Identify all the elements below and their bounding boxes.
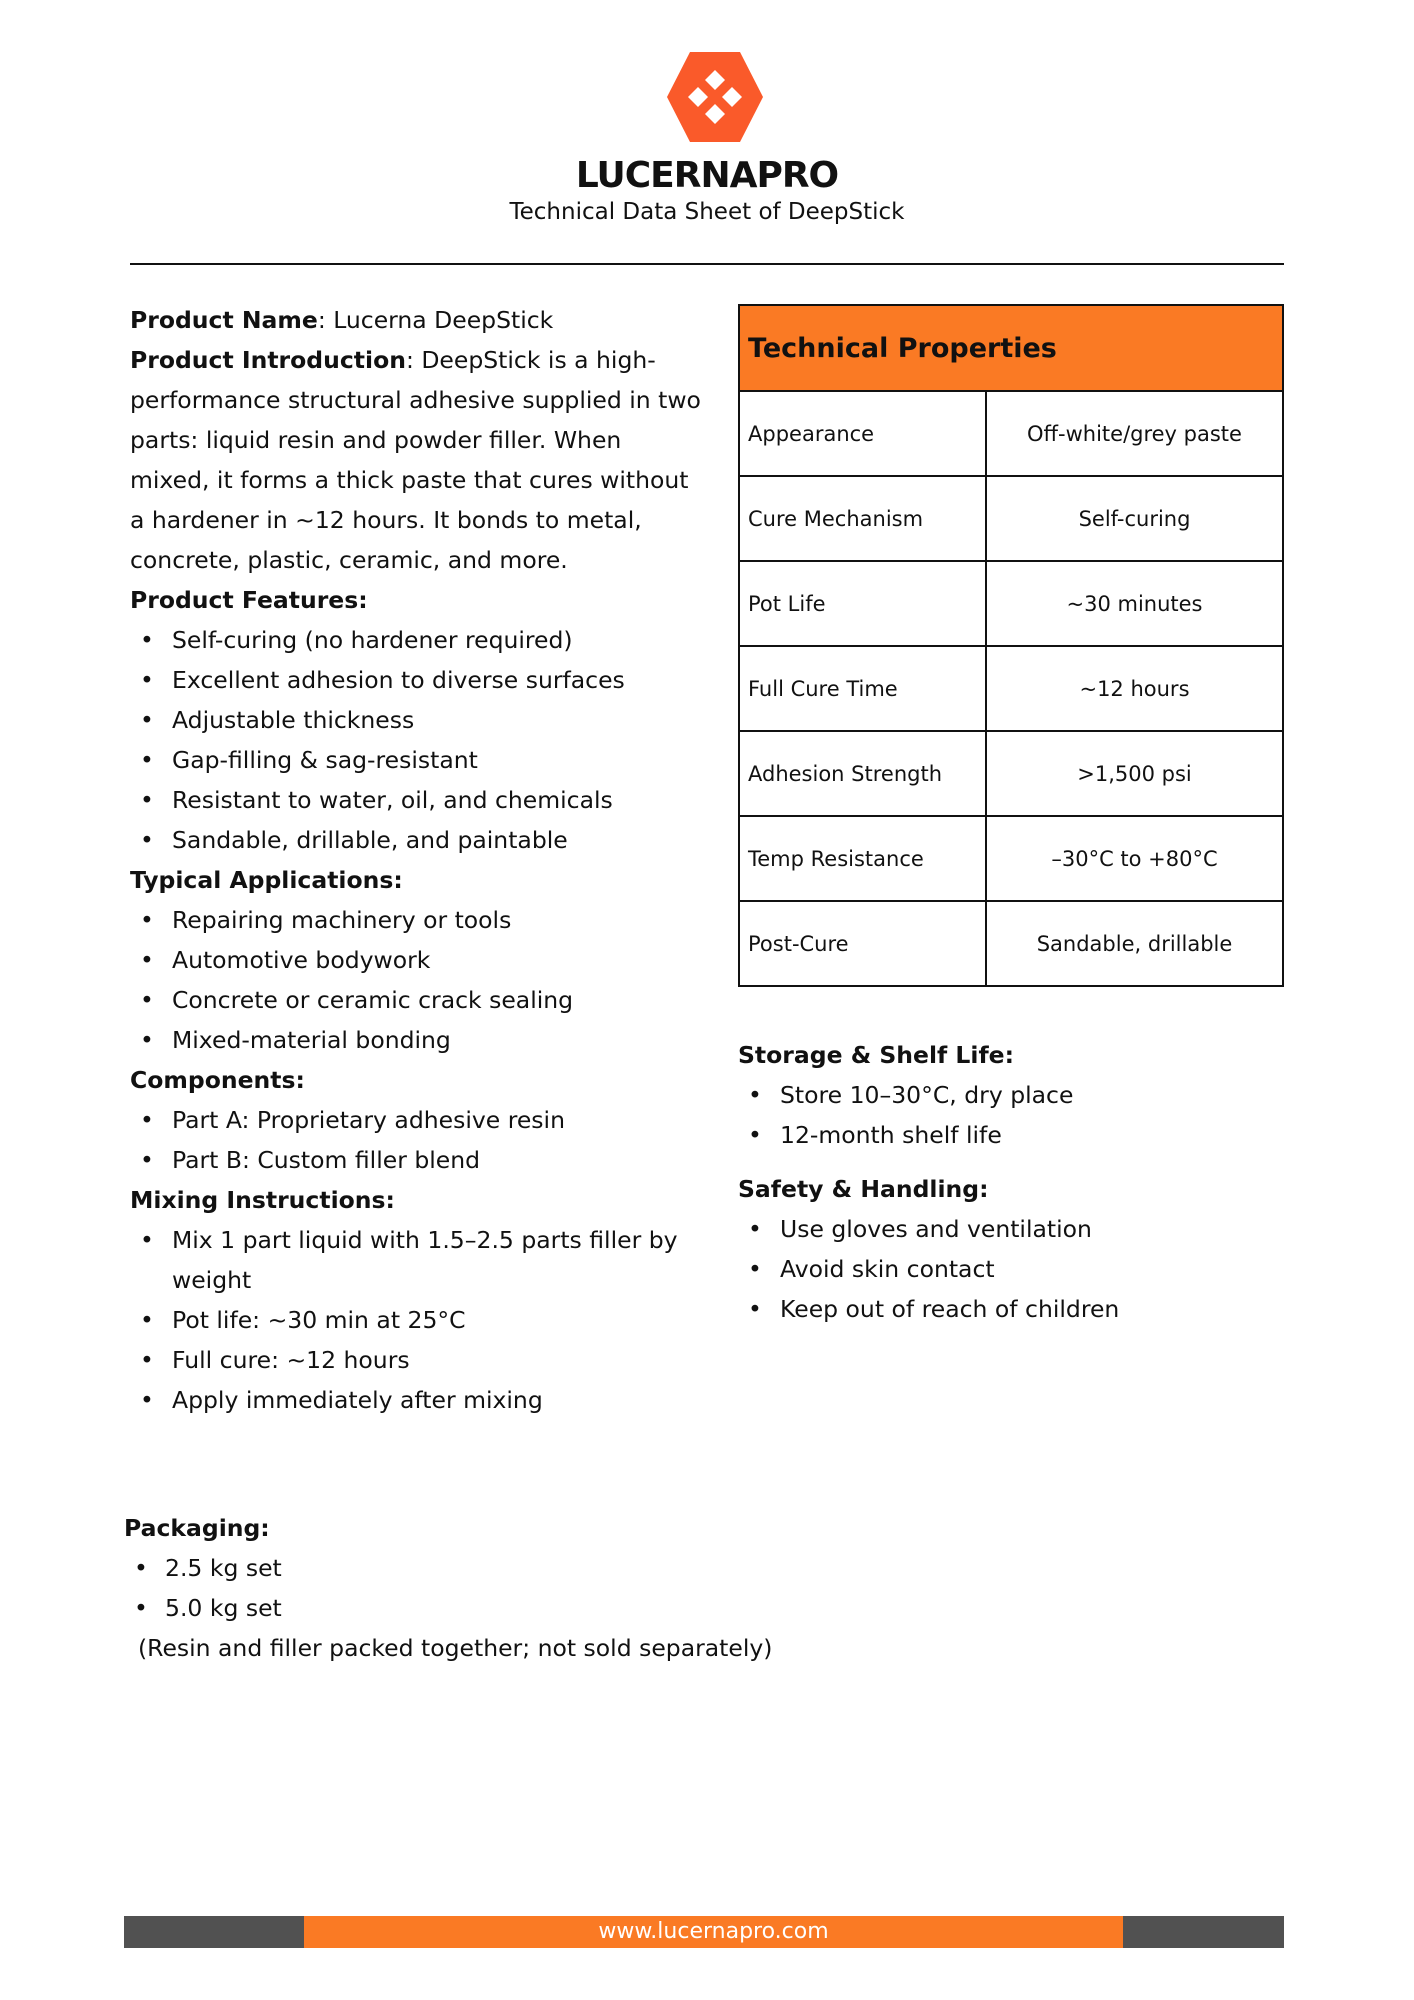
list-item: • Gap-filling & sag-resistant xyxy=(130,740,705,780)
list-item: • Apply immediately after mixing xyxy=(130,1380,705,1420)
property-value: Self-curing xyxy=(986,476,1283,561)
property-name: Post-Cure xyxy=(739,901,986,986)
list-item: • 12-month shelf life xyxy=(738,1115,1284,1155)
storage-title: Storage & Shelf Life: xyxy=(738,1041,1015,1069)
product-name xyxy=(130,300,705,340)
hexagon-cross-logo-icon xyxy=(665,50,765,144)
technical-properties-table xyxy=(738,304,1284,987)
features-title: Product Features: xyxy=(130,586,368,614)
table-title: Technical Properties xyxy=(739,305,1283,391)
property-name: Pot Life xyxy=(739,561,986,646)
components-title: Components: xyxy=(130,1066,305,1094)
applications-list xyxy=(130,900,705,1060)
table-row xyxy=(739,476,1283,561)
property-name: Temp Resistance xyxy=(739,816,986,901)
list-item: • Repairing machinery or tools xyxy=(130,900,705,940)
table-header-row xyxy=(739,305,1283,391)
property-value: Off-white/grey paste xyxy=(986,391,1283,476)
product-introduction-label: Product Introduction xyxy=(130,346,406,374)
list-item: • 2.5 kg set xyxy=(124,1548,824,1588)
list-item: • Concrete or ceramic crack sealing xyxy=(130,980,705,1020)
applications-title: Typical Applications: xyxy=(130,866,403,894)
table-row xyxy=(739,731,1283,816)
property-value: –30°C to +80°C xyxy=(986,816,1283,901)
list-item: • Resistant to water, oil, and chemicals xyxy=(130,780,705,820)
list-item: • Sandable, drillable, and paintable xyxy=(130,820,705,860)
table-row xyxy=(739,646,1283,731)
product-name-value: : Lucerna DeepStick xyxy=(317,306,554,334)
list-item: • Part A: Proprietary adhesive resin xyxy=(130,1100,705,1140)
list-item: • Full cure: ~12 hours xyxy=(130,1340,705,1380)
property-name: Full Cure Time xyxy=(739,646,986,731)
list-item: • 5.0 kg set xyxy=(124,1588,824,1628)
list-item: • Pot life: ~30 min at 25°C xyxy=(130,1300,705,1340)
property-value: >1,500 psi xyxy=(986,731,1283,816)
property-value: ~12 hours xyxy=(986,646,1283,731)
product-name-label: Product Name xyxy=(130,306,318,334)
list-item: • Mix 1 part liquid with 1.5–2.5 parts filler by weight xyxy=(130,1220,705,1300)
safety-title: Safety & Handling: xyxy=(738,1175,989,1203)
document-subtitle: Technical Data Sheet of DeepStick xyxy=(509,199,905,225)
list-item: • Automotive bodywork xyxy=(130,940,705,980)
list-item: • Part B: Custom filler blend xyxy=(130,1140,705,1180)
footer-bar xyxy=(124,1916,1284,1948)
list-item: • Store 10–30°C, dry place xyxy=(738,1075,1284,1115)
list-item: • Keep out of reach of children xyxy=(738,1289,1284,1329)
components-list xyxy=(130,1100,705,1180)
table-row xyxy=(739,816,1283,901)
list-item: • Mixed-material bonding xyxy=(130,1020,705,1060)
storage-list xyxy=(738,1075,1284,1155)
list-item: • Excellent adhesion to diverse surfaces xyxy=(130,660,705,700)
product-introduction-text: : DeepStick is a high-performance structural adhesive supplied in two parts: liquid resin and powder filler. When mixed, it forms a thick paste that cures without a hardener in ~12 hours. It bonds to metal, concrete, plastic, ceramic, and more. xyxy=(130,346,701,574)
table-row xyxy=(739,901,1283,986)
list-item: • Use gloves and ventilation xyxy=(738,1209,1284,1249)
list-item: • Avoid skin contact xyxy=(738,1249,1284,1289)
list-item: • Self-curing (no hardener required) xyxy=(130,620,705,660)
list-item: • Adjustable thickness xyxy=(130,700,705,740)
right-column xyxy=(738,1035,1284,1329)
footer-website-link[interactable]: www.lucernapro.com xyxy=(304,1916,1123,1948)
packaging-title: Packaging: xyxy=(124,1514,270,1542)
features-list xyxy=(130,620,705,860)
packaging-section xyxy=(124,1508,824,1668)
product-introduction xyxy=(130,340,705,580)
mixing-list xyxy=(130,1220,705,1420)
packaging-note: (Resin and filler packed together; not sold separately) xyxy=(138,1634,773,1662)
property-name: Adhesion Strength xyxy=(739,731,986,816)
table-row xyxy=(739,561,1283,646)
table-row xyxy=(739,391,1283,476)
mixing-title: Mixing Instructions: xyxy=(130,1186,395,1214)
brand-title: LUCERNAPRO xyxy=(575,155,839,196)
property-name: Appearance xyxy=(739,391,986,476)
property-value: Sandable, drillable xyxy=(986,901,1283,986)
header-divider xyxy=(130,263,1284,265)
packaging-list xyxy=(124,1548,824,1628)
safety-list xyxy=(738,1209,1284,1329)
property-value: ~30 minutes xyxy=(986,561,1283,646)
left-column xyxy=(130,300,705,1420)
property-name: Cure Mechanism xyxy=(739,476,986,561)
